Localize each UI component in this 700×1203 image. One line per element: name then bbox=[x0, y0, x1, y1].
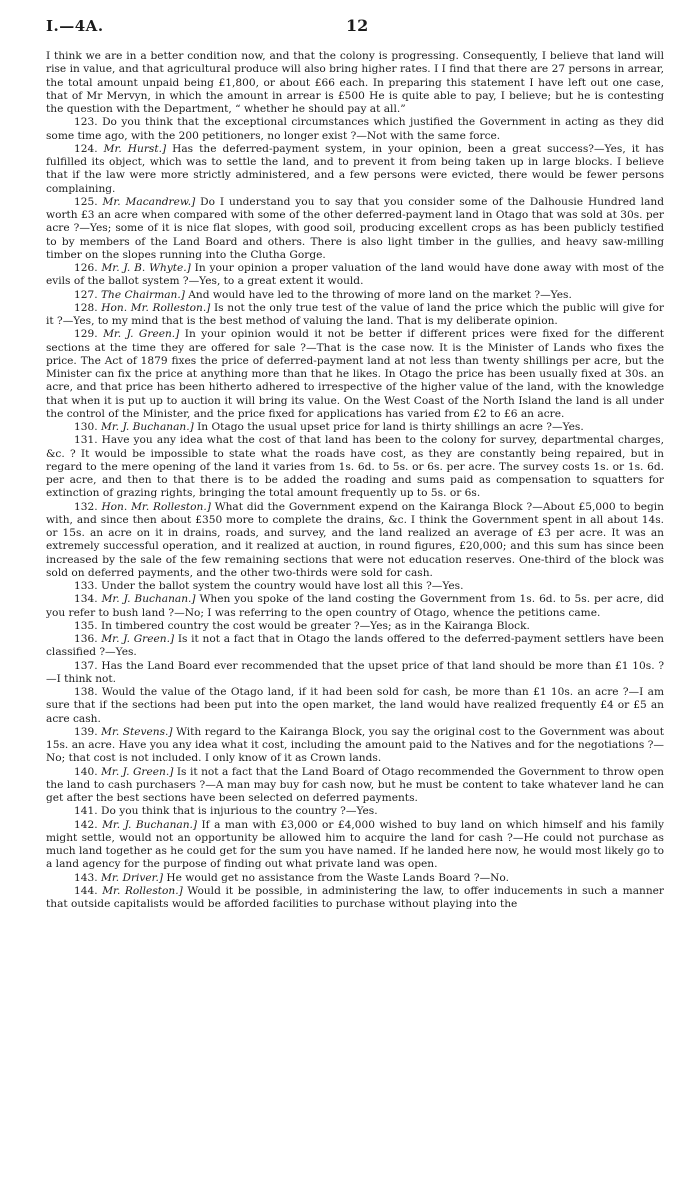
speaker-name: Mr. Rolleston.] bbox=[102, 884, 188, 897]
speaker-name: Mr. J. Buchanan.] bbox=[100, 421, 198, 433]
paragraph-text: Would the value of the Otago land, if it had been sold for cash, be more than £1 10s. an acre ?—I am sure that if the sections had been put into the open market, the land would have realized frequently £4 or £5 an acre cash. bbox=[46, 686, 664, 725]
speaker-name: Mr. J. B. Whyte.] bbox=[101, 262, 195, 274]
speaker-name: Mr. J. Green.] bbox=[103, 328, 185, 341]
question-141 bbox=[46, 805, 664, 818]
document-reference: I.—4A. bbox=[46, 17, 104, 35]
paragraph-text: What did the Government expend on the Kairanga Block ?—About £5,000 to begin with, and since then about £350 more to complete the drains, &c. I think the Government spent in all about 14s. or 15s. an acre on it in drains, roads, and survey, and the land realized an average of £3 per acre. It was an extremely successful operation, and it realized at auction, in round figures, £20,000; and this sum has since been increased by the sale of the few remaining sections that were not education reserves. One-third of the block was sold on deferred payments, and the other two-thirds were sold for cash. bbox=[46, 500, 664, 579]
paragraph-text: In your opinion would it not be better if different prices were fixed for the different sections at the time they are offered for sale ?—That is the case now. It is the Minister of Lands who fixes the price. The Act of 1879 fixes the price of deferred-payment land at not less than twenty shillings per acre, but the Minister can fix the price at anything more than that he likes. In Otago the price has been usually fixed at 30s. an acre, and that price has been hitherto adhered to irrespective of the higher value of the land, with the knowledge that when it is put up to auction it will bring its value. On the West Coast of the North Island the land is all under the control of the Minister, and the price fixed for applications has varied from £2 to £6 an acre. bbox=[46, 328, 664, 420]
question-137 bbox=[46, 660, 664, 687]
paragraph-text: He would get no assistance from the Waste Lands Board ?—No. bbox=[166, 871, 509, 884]
speaker-name: Mr. J. Green.] bbox=[101, 765, 177, 778]
question-142 bbox=[46, 819, 664, 872]
page-number: 12 bbox=[346, 16, 369, 35]
question-140 bbox=[46, 766, 664, 806]
question-number: 124. bbox=[74, 142, 104, 155]
question-138 bbox=[46, 686, 664, 726]
paragraph-text: In timbered country the cost would be greater ?—Yes; as in the Kairanga Block. bbox=[100, 619, 530, 632]
speaker-name: Mr. Hurst.] bbox=[103, 142, 173, 155]
paragraph-text: When you spoke of the land costing the Government from 1s. 6d. to 5s. per acre, did you refer to bush land ?—No; I was referring to the open country of Otago, whence the petitions came. bbox=[46, 593, 664, 619]
paragraph-text: In your opinion a proper valuation of the land would have done away with most of the evils of the ballot system ?—Yes, to a great extent it would. bbox=[46, 262, 664, 288]
question-number: 142. bbox=[74, 818, 103, 831]
question-133 bbox=[46, 580, 664, 593]
question-number: 143. bbox=[74, 871, 101, 884]
question-number: 138. bbox=[74, 686, 102, 698]
paragraph-text: Have you any idea what the cost of that land has been to the colony for survey, departmental charges, &c. ? It would be impossible to state what the roads have cost, as they are constantly being repaired, but in regard to the mere opening of the land it varies from 1s. 6d. to 5s. or 6s. per acre. The survey costs 1s. or 1s. 6d. per acre, and then to that there is to be added the roading and sums paid as compensation to squatters for extinction of grazing rights, bringing the total amount frequently up to 5s. or 6s. bbox=[46, 434, 664, 500]
continued-answer bbox=[46, 50, 664, 116]
question-number: 141. bbox=[74, 805, 101, 818]
paragraph-text: Would it be possible, in administering the law, to offer inducements in such a manner that outside capitalists would be afforded facilities to purchase without playing into the bbox=[46, 884, 664, 910]
paragraph-text: And would have led to the throwing of more land on the market ?—Yes. bbox=[188, 288, 572, 301]
speaker-name: Hon. Mr. Rolleston.] bbox=[101, 301, 214, 314]
question-132 bbox=[46, 501, 664, 581]
question-124 bbox=[46, 143, 664, 196]
question-number: 129. bbox=[74, 328, 104, 341]
question-131 bbox=[46, 434, 664, 500]
question-number: 133. bbox=[74, 580, 101, 592]
speaker-name: Mr. J. Green.] bbox=[101, 633, 178, 645]
speaker-name: Mr. J. Buchanan.] bbox=[102, 818, 202, 831]
question-143 bbox=[46, 872, 664, 885]
question-number: 127. bbox=[74, 288, 101, 301]
question-number: 136. bbox=[74, 633, 102, 645]
paragraph-text: Do you think that is injurious to the country ?—Yes. bbox=[100, 805, 378, 818]
speaker-name: Mr. Stevens.] bbox=[101, 725, 177, 738]
question-number: 137. bbox=[74, 659, 102, 672]
evidence-text bbox=[46, 50, 664, 911]
paragraph-text: Is it not a fact that in Otago the lands offered to the deferred-payment settlers have been classified ?—Yes. bbox=[46, 633, 664, 659]
speaker-name: Mr. Macandrew.] bbox=[102, 195, 201, 208]
question-130 bbox=[46, 421, 664, 434]
question-127 bbox=[46, 289, 664, 302]
question-number: 135. bbox=[74, 619, 101, 632]
paragraph-text: Has the Land Board ever recommended that the upset price of that land should be more than £1 10s. ?—I think not. bbox=[46, 659, 664, 685]
question-number: 123. bbox=[74, 116, 103, 129]
page-header bbox=[46, 16, 664, 42]
question-number: 131. bbox=[74, 434, 102, 447]
question-139 bbox=[46, 726, 664, 766]
question-125 bbox=[46, 196, 664, 262]
paragraph-text: Under the ballot system the country would have lost all this ?—Yes. bbox=[100, 580, 464, 592]
speaker-name: The Chairman.] bbox=[100, 288, 189, 301]
question-134 bbox=[46, 593, 664, 620]
question-number: 126. bbox=[74, 262, 102, 274]
speaker-name: Hon. Mr. Rolleston.] bbox=[101, 500, 215, 513]
paragraph-text: Do you think that the exceptional circumstances which justified the Government in acting as they did some time ago, with the 200 petitioners, no longer exist ?—Not with the same force. bbox=[46, 116, 664, 142]
paragraph-text: Is not the only true test of the value of land the price which the public will give for it ?—Yes, to my mind that is the best method of valuing the land. That is my deliberate opinion. bbox=[46, 301, 664, 327]
question-number: 139. bbox=[74, 725, 102, 738]
question-number: 132. bbox=[74, 500, 102, 513]
question-number: 134. bbox=[74, 593, 102, 606]
question-128 bbox=[46, 302, 664, 329]
question-number: 125. bbox=[74, 195, 103, 208]
paragraph-text: Do I understand you to say that you consider some of the Dalhousie Hundred land worth £3 an acre when compared with some of the other deferred-payment land in Otago that was sold at 30s. per acre ?—Yes; some of it is nice flat slopes, with good soil, producing excellent crops as has been publicly testified to by members of the Land Board and others. There is also light timber in the gullies, and heavy saw-milling timber on the slopes running into the Clutha Gorge. bbox=[46, 195, 664, 261]
question-123 bbox=[46, 116, 664, 143]
question-136 bbox=[46, 633, 664, 660]
question-number: 130. bbox=[74, 421, 101, 433]
question-144 bbox=[46, 885, 664, 912]
question-number: 140. bbox=[74, 765, 102, 778]
speaker-name: Mr. Driver.] bbox=[100, 871, 167, 884]
paragraph-text: Is it not a fact that the Land Board of Otago recommended the Government to throw open the land to cash purchasers ?—A man may buy for cash now, but he must be content to take whatever land he can get after the best sections have been selected on deferred payments. bbox=[46, 765, 664, 804]
question-129 bbox=[46, 328, 664, 421]
paragraph-text: I think we are in a better condition now, and that the colony is progressing. Consequently, I believe that land will rise in value, and that agricultural produce will also bring higher rates. I I find that there are 27 persons in arrear, the total amount unpaid being £1,800, or about £66 each. In preparing this statement I have left out one case, that of Mr Mervyn, in which the amount in arrear is £500 He is quite able to pay, I believe; but he is contesting the question with the Department, “ whether he should pay at all.” bbox=[46, 50, 664, 115]
question-135 bbox=[46, 620, 664, 633]
paragraph-text: In Otago the usual upset price for land is thirty shillings an acre ?—Yes. bbox=[197, 421, 584, 433]
paragraph-text: If a man with £3,000 or £4,000 wished to buy land on which himself and his family might settle, would not an opportunity be allowed him to acquire the land for cash ?—He could not purchase as much land together as he could get for the sum you have named. If he landed here now, he would most likely go to a land agency for the purpose of finding out what private land was open. bbox=[46, 818, 665, 871]
speaker-name: Mr. J. Buchanan.] bbox=[101, 593, 200, 606]
question-number: 144. bbox=[74, 884, 103, 897]
paragraph-text: Has the deferred-payment system, in your opinion, been a great success?—Yes, it has fulfilled its object, which was to settle the land, and to prevent it from being taken up in large blocks. I believe that if the law were more strictly administered, and a few persons were evicted, there would be fewer persons complaining. bbox=[46, 142, 664, 195]
question-126 bbox=[46, 262, 664, 289]
paragraph-text: With regard to the Kairanga Block, you say the original cost to the Government was about 15s. an acre. Have you any idea what it cost, including the amount paid to the Natives and for the negotiations ?—No; that cost is not included. I only know of it as Crown lands. bbox=[46, 725, 664, 765]
question-number: 128. bbox=[74, 301, 102, 314]
